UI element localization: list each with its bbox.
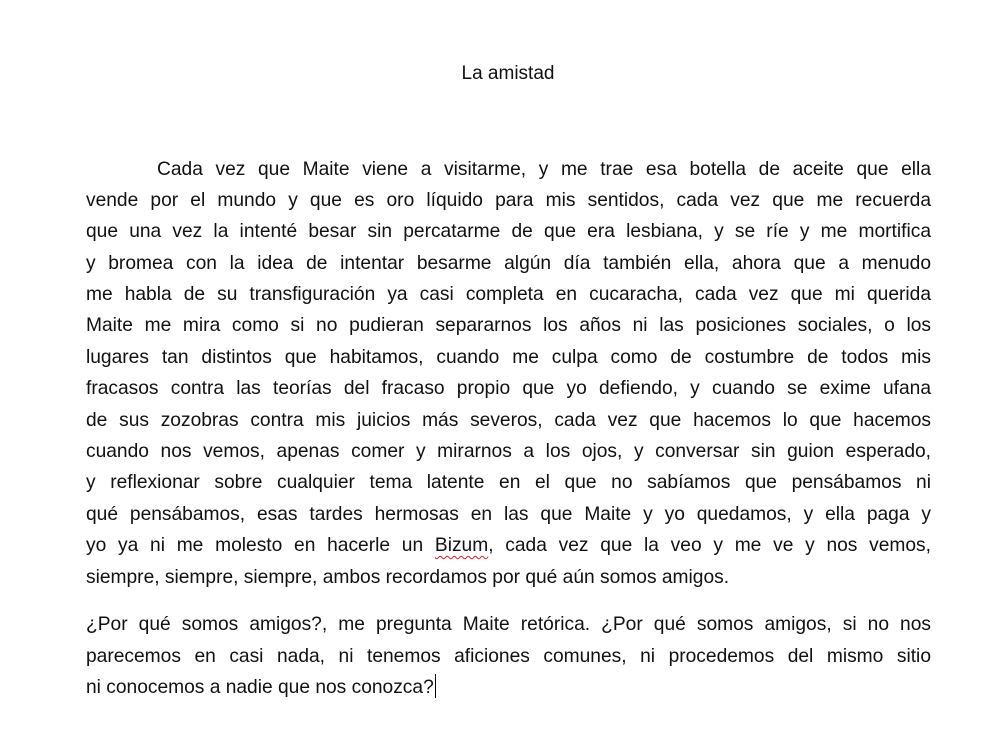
- paragraph-1-line-13: [86, 530, 931, 561]
- line-13-after: , cada vez que la veo y me ve y nos vemos,: [488, 535, 931, 556]
- paragraph-2-line-2: parecemos en casi nada, ni tenemos aficiones comunes, ni procedemos del mismo sitio: [86, 646, 931, 667]
- paragraph-1-line-7: lugares tan distintos que habitamos, cuando me culpa como de costumbre de todos mis: [86, 347, 931, 368]
- paragraph-1-line-8: fracasos contra las teorías del fracaso propio que yo defiendo, y cuando se exime ufana: [86, 378, 931, 399]
- paragraph-1-line-1: Cada vez que Maite viene a visitarme, y me trae esa botella de aceite que ella: [157, 159, 931, 180]
- paragraph-1-line-2: vende por el mundo y que es oro líquido para mis sentidos, cada vez que me recuerda: [86, 190, 931, 211]
- text-cursor: [435, 674, 436, 698]
- paragraph-1-line-11: y reflexionar sobre cualquier tema latente en el que no sabíamos que pensábamos ni: [86, 472, 931, 493]
- paragraph-1-line-5: me habla de su transfiguración ya casi completa en cucaracha, cada vez que mi querida: [86, 284, 931, 305]
- misspelled-word[interactable]: Bizum: [434, 535, 489, 556]
- paragraph-1-line-6: Maite me mira como si no pudieran separarnos los años ni las posiciones sociales, o los: [86, 315, 931, 336]
- paragraph-1-line-4: y bromea con la idea de intentar besarme algún día también ella, ahora que a menudo: [86, 253, 931, 274]
- line-13-before: yo ya ni me molesto en hacerle un: [86, 535, 424, 556]
- paragraph-1-line-14: siempre, siempre, siempre, ambos recordamos por qué aún somos amigos.: [86, 567, 730, 588]
- paragraph-1-line-9: de sus zozobras contra mis juicios más severos, cada vez que hacemos lo que hacemos: [86, 410, 931, 431]
- paragraph-2-line-3: [86, 672, 931, 703]
- document-title: La amistad: [461, 63, 555, 84]
- paragraph-1-line-3: que una vez la intenté besar sin percatarme de que era lesbiana, y se ríe y me mortifica: [86, 221, 931, 242]
- paragraph-1-line-10: cuando nos vemos, apenas comer y mirarnos a los ojos, y conversar sin guion esperado,: [86, 441, 931, 462]
- paragraph-2-line-3-text: ni conocemos a nadie que nos conozca?: [86, 677, 434, 698]
- paragraph-2-line-1: ¿Por qué somos amigos?, me pregunta Maite retórica. ¿Por qué somos amigos, si no nos: [86, 614, 931, 635]
- paragraph-1-line-12: qué pensábamos, esas tardes hermosas en las que Maite y yo quedamos, y ella paga y: [86, 504, 931, 525]
